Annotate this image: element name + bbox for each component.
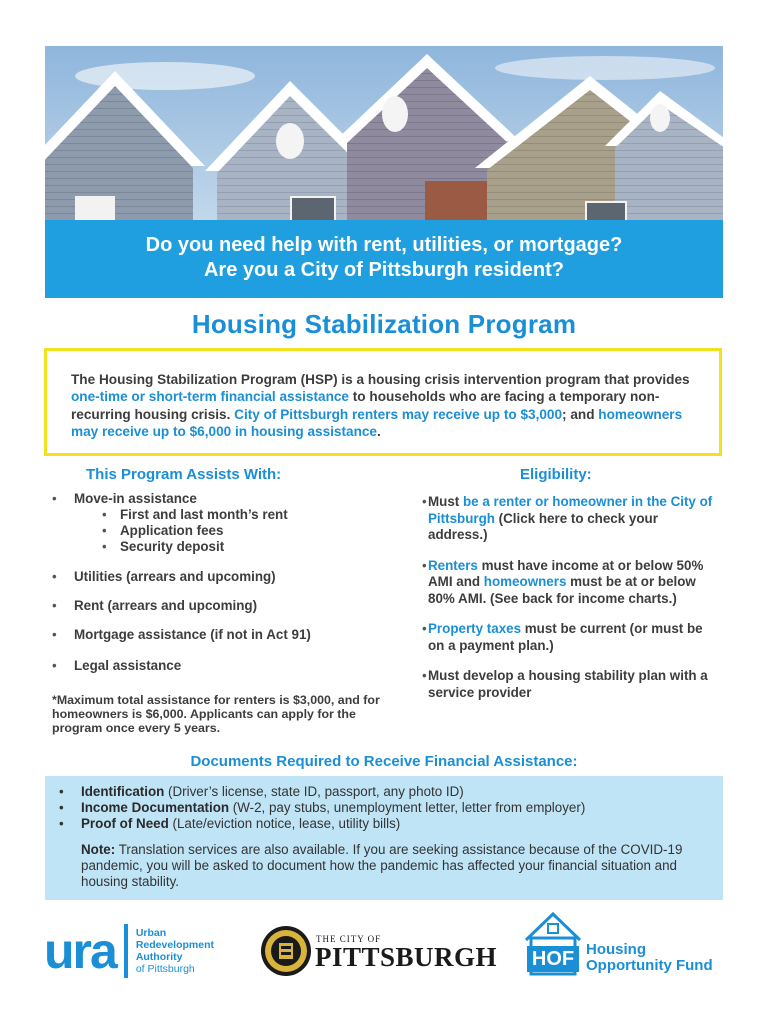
eligibility-income-text-1: must have income at or below 50% AMI and — [428, 557, 704, 589]
eligibility-residence-link[interactable]: be a renter or homeowner in the City of Pittsburgh — [428, 494, 713, 526]
assist-sub-item-2: • Application fees — [34, 523, 384, 539]
assistance-footnote: *Maximum total assistance for renters is $3,000, and for homeowners is $6,000. Applicants can apply for the program once every 5 years. — [52, 693, 380, 735]
intro-highlight-1: one-time or short-term financial assistance — [71, 389, 349, 405]
ura-line-3: Authority — [135, 951, 183, 963]
eligibility-heading: Eligibility: — [520, 466, 592, 483]
ura-divider — [124, 924, 128, 978]
assist-move-in: • Move-in assistance — [34, 490, 384, 507]
hero-banner — [45, 220, 723, 298]
eligibility-residence-text: Must — [428, 494, 463, 509]
city-seal-icon — [260, 925, 312, 977]
eligibility-residence-note: (Click here to check your address.) — [428, 510, 658, 542]
ura-mark: ura — [44, 923, 116, 979]
documents-heading: Documents Required to Receive Financial Assistance: — [190, 753, 578, 770]
doc-proof — [45, 816, 723, 832]
hero-line-2: Are you a City of Pittsburgh resident? — [203, 259, 565, 281]
hof-logo — [522, 910, 732, 980]
ura-logo — [44, 924, 214, 978]
eligibility-income-text-2: must be at or below 80% AMI. (See back for income charts.) — [428, 574, 696, 606]
intro-highlight-3: homeowners may receive up to $6,000 in housing assistance — [71, 406, 683, 440]
doc-proof-label: Proof of Need — [81, 816, 169, 831]
doc-identification-text: (Driver’s license, state ID, passport, any photo ID) — [164, 784, 464, 799]
hof-line-2: Opportunity Fund — [586, 957, 713, 974]
ura-name — [136, 927, 214, 975]
hof-name — [586, 942, 713, 974]
intro-text-2: to households who are facing a temporary non-recurring housing crisis. — [71, 389, 660, 422]
assist-sub-item-1: • First and last month’s rent — [34, 507, 384, 523]
note-label: Note: — [81, 842, 116, 857]
eligibility-list — [404, 494, 714, 701]
assist-mortgage: • Mortgage assistance (if not in Act 91) — [34, 627, 384, 642]
eligibility-taxes-text: must be current (or must be on a payment plan.) — [428, 621, 703, 653]
eligibility-residence — [404, 494, 714, 544]
pittsburgh-logo — [260, 924, 510, 978]
intro-text-3: ; and — [562, 406, 599, 422]
hof-mark: HOF — [527, 946, 579, 972]
eligibility-income — [404, 558, 714, 608]
ura-line-4: of Pittsburgh — [135, 963, 195, 975]
intro-box — [44, 348, 722, 456]
partner-logos — [0, 910, 768, 990]
doc-identification-label: Identification — [81, 784, 165, 799]
assist-rent: • Rent (arrears and upcoming) — [34, 598, 384, 613]
eligibility-renters: Renters — [428, 557, 478, 573]
assists-list — [34, 490, 384, 673]
note-text: Translation services are also available. If you are seeking assistance because of the COVID-19 pandemic, you will be asked to document how the pandemic has affected your financial situation and housing stability. — [81, 842, 683, 889]
eligibility-homeowners: homeowners — [483, 574, 567, 589]
doc-identification — [45, 784, 723, 800]
assist-legal: • Legal assistance — [34, 658, 384, 673]
ura-line-1: Urban — [135, 927, 167, 939]
program-title: Housing Stabilization Program — [191, 309, 577, 339]
assist-utilities: • Utilities (arrears and upcoming) — [34, 569, 384, 584]
city-big-text: PITTSBURGH — [315, 942, 498, 972]
eligibility-plan: • Must develop a housing stability plan with a service provider — [404, 668, 714, 701]
doc-income-text: (W-2, pay stubs, unemployment letter, letter from employer) — [229, 800, 586, 815]
doc-proof-text: (Late/eviction notice, lease, utility bills) — [168, 816, 401, 831]
eligibility-property-taxes: Property taxes — [428, 621, 522, 636]
documents-box — [45, 776, 723, 900]
hof-line-1: Housing — [586, 941, 646, 958]
intro-highlight-2: City of Pittsburgh renters may receive up to $3,000 — [234, 406, 563, 422]
intro-text-4: . — [377, 424, 381, 440]
documents-note — [45, 842, 723, 890]
doc-income — [45, 800, 723, 816]
assist-sub-item-3: • Security deposit — [34, 539, 384, 555]
intro-text-1: The Housing Stabilization Program (HSP) is a housing crisis intervention program that provides — [71, 372, 690, 387]
doc-income-label: Income Documentation — [81, 800, 230, 815]
hero-photo — [45, 46, 723, 298]
hero-line-1: Do you need help with rent, utilities, or mortgage? — [145, 234, 623, 256]
city-small-text: THE CITY OF — [316, 934, 382, 944]
ura-line-2: Redevelopment — [135, 939, 214, 951]
assists-heading: This Program Assists With: — [86, 466, 282, 483]
eligibility-taxes — [404, 621, 714, 654]
